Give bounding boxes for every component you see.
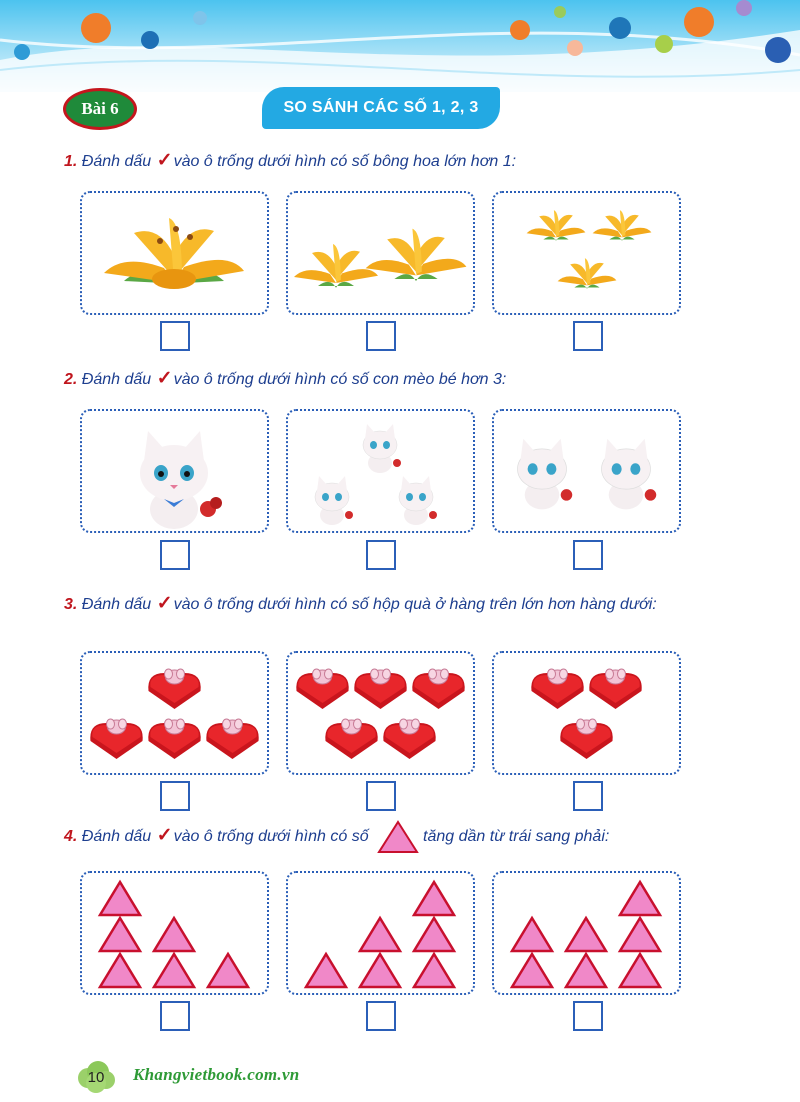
checkmark-icon: ✓ [156, 593, 173, 614]
question-1 [64, 146, 744, 176]
question-4 [64, 818, 744, 855]
question-text: Đánh dấu [81, 371, 156, 388]
checkmark-icon: ✓ [156, 150, 173, 171]
answer-checkbox-1a[interactable] [160, 321, 190, 351]
page-number-badge [76, 1060, 116, 1094]
picture-box-2c [492, 409, 681, 533]
gift-box [148, 669, 200, 709]
decorative-banner-graphic [0, 0, 800, 92]
triangle-shape [100, 954, 140, 987]
triangle-shape [306, 954, 346, 987]
question-number: 2. [64, 371, 78, 388]
picture-box-2a [80, 409, 269, 533]
picture-box-4c [492, 871, 681, 995]
lily-flower-icon [82, 193, 267, 313]
triangle-shape [414, 918, 454, 951]
triangle-shape [360, 918, 400, 951]
gift-box [560, 719, 612, 759]
gift-box [531, 669, 583, 709]
answer-checkbox-4c[interactable] [573, 1001, 603, 1031]
checkmark-icon: ✓ [156, 825, 173, 846]
answer-checkbox-3c[interactable] [573, 781, 603, 811]
triangle-icon [82, 873, 267, 993]
question-text-rest: tăng dần từ trái sang phải: [423, 828, 610, 845]
gift-box-icon [288, 653, 473, 773]
triangle-icon [288, 873, 473, 993]
question-text: Đánh dấu [81, 153, 156, 170]
triangle-shape [154, 918, 194, 951]
picture-box-1a [80, 191, 269, 315]
triangle-shape [566, 918, 606, 951]
lily-flower-icon [494, 193, 679, 313]
question-number: 3. [64, 596, 78, 613]
triangle-shape [360, 954, 400, 987]
gift-box [325, 719, 377, 759]
gift-box [206, 719, 258, 759]
question-text: Đánh dấu [81, 596, 156, 613]
gift-box [589, 669, 641, 709]
question-text-rest: vào ô trống dưới hình có số bông hoa lớn hơn 1: [173, 153, 517, 170]
triangle-shape [620, 918, 660, 951]
page-number: 10 [87, 1068, 105, 1086]
gift-box-icon [82, 653, 267, 773]
picture-box-4a [80, 871, 269, 995]
answer-checkbox-3a[interactable] [160, 781, 190, 811]
answer-checkbox-3b[interactable] [366, 781, 396, 811]
triangle-shape [414, 882, 454, 915]
triangle-shape [100, 918, 140, 951]
triangle-shape [512, 954, 552, 987]
picture-box-2b [286, 409, 475, 533]
cat-icon [494, 411, 679, 531]
answer-checkbox-1c[interactable] [573, 321, 603, 351]
answer-checkbox-4a[interactable] [160, 1001, 190, 1031]
page-title: SO SÁNH CÁC SỐ 1, 2, 3 [262, 87, 500, 129]
checkmark-icon: ✓ [156, 368, 173, 389]
question-2 [64, 364, 744, 394]
lily-flower-icon [288, 193, 473, 313]
triangle-shape [414, 954, 454, 987]
answer-checkbox-2b[interactable] [366, 540, 396, 570]
answer-checkbox-2a[interactable] [160, 540, 190, 570]
triangle-shape [154, 954, 194, 987]
triangle-icon [376, 819, 420, 855]
cat-icon [288, 411, 473, 531]
triangle-shape [566, 954, 606, 987]
question-3 [64, 589, 744, 619]
gift-box [296, 669, 348, 709]
header-banner [0, 0, 800, 92]
question-text: Đánh dấu [81, 828, 156, 845]
question-number: 1. [64, 153, 78, 170]
picture-box-4b [286, 871, 475, 995]
question-number: 4. [64, 828, 78, 845]
picture-box-1c [492, 191, 681, 315]
gift-box-icon [494, 653, 679, 773]
triangle-shape [620, 954, 660, 987]
answer-checkbox-1b[interactable] [366, 321, 396, 351]
triangle-shape [100, 882, 140, 915]
question-text-rest: vào ô trống dưới hình có số con mèo bé hơn 3: [173, 371, 507, 388]
answer-checkbox-2c[interactable] [573, 540, 603, 570]
gift-box [354, 669, 406, 709]
picture-box-3b [286, 651, 475, 775]
cat-icon [82, 411, 267, 531]
triangle-icon [494, 873, 679, 993]
triangle-shape [620, 882, 660, 915]
triangle-shape [512, 918, 552, 951]
picture-box-3c [492, 651, 681, 775]
picture-box-3a [80, 651, 269, 775]
question-text-rest: vào ô trống dưới hình có số hộp quà ở hàng trên lớn hơn hàng dưới: [173, 596, 657, 613]
lesson-badge: Bài 6 [63, 88, 137, 130]
question-text-rest: vào ô trống dưới hình có số [173, 828, 374, 845]
website-link[interactable]: Khangvietbook.com.vn [133, 1065, 300, 1084]
answer-checkbox-4b[interactable] [366, 1001, 396, 1031]
gift-box [412, 669, 464, 709]
gift-box [383, 719, 435, 759]
picture-box-1b [286, 191, 475, 315]
gift-box [90, 719, 142, 759]
triangle-shape [208, 954, 248, 987]
gift-box [148, 719, 200, 759]
